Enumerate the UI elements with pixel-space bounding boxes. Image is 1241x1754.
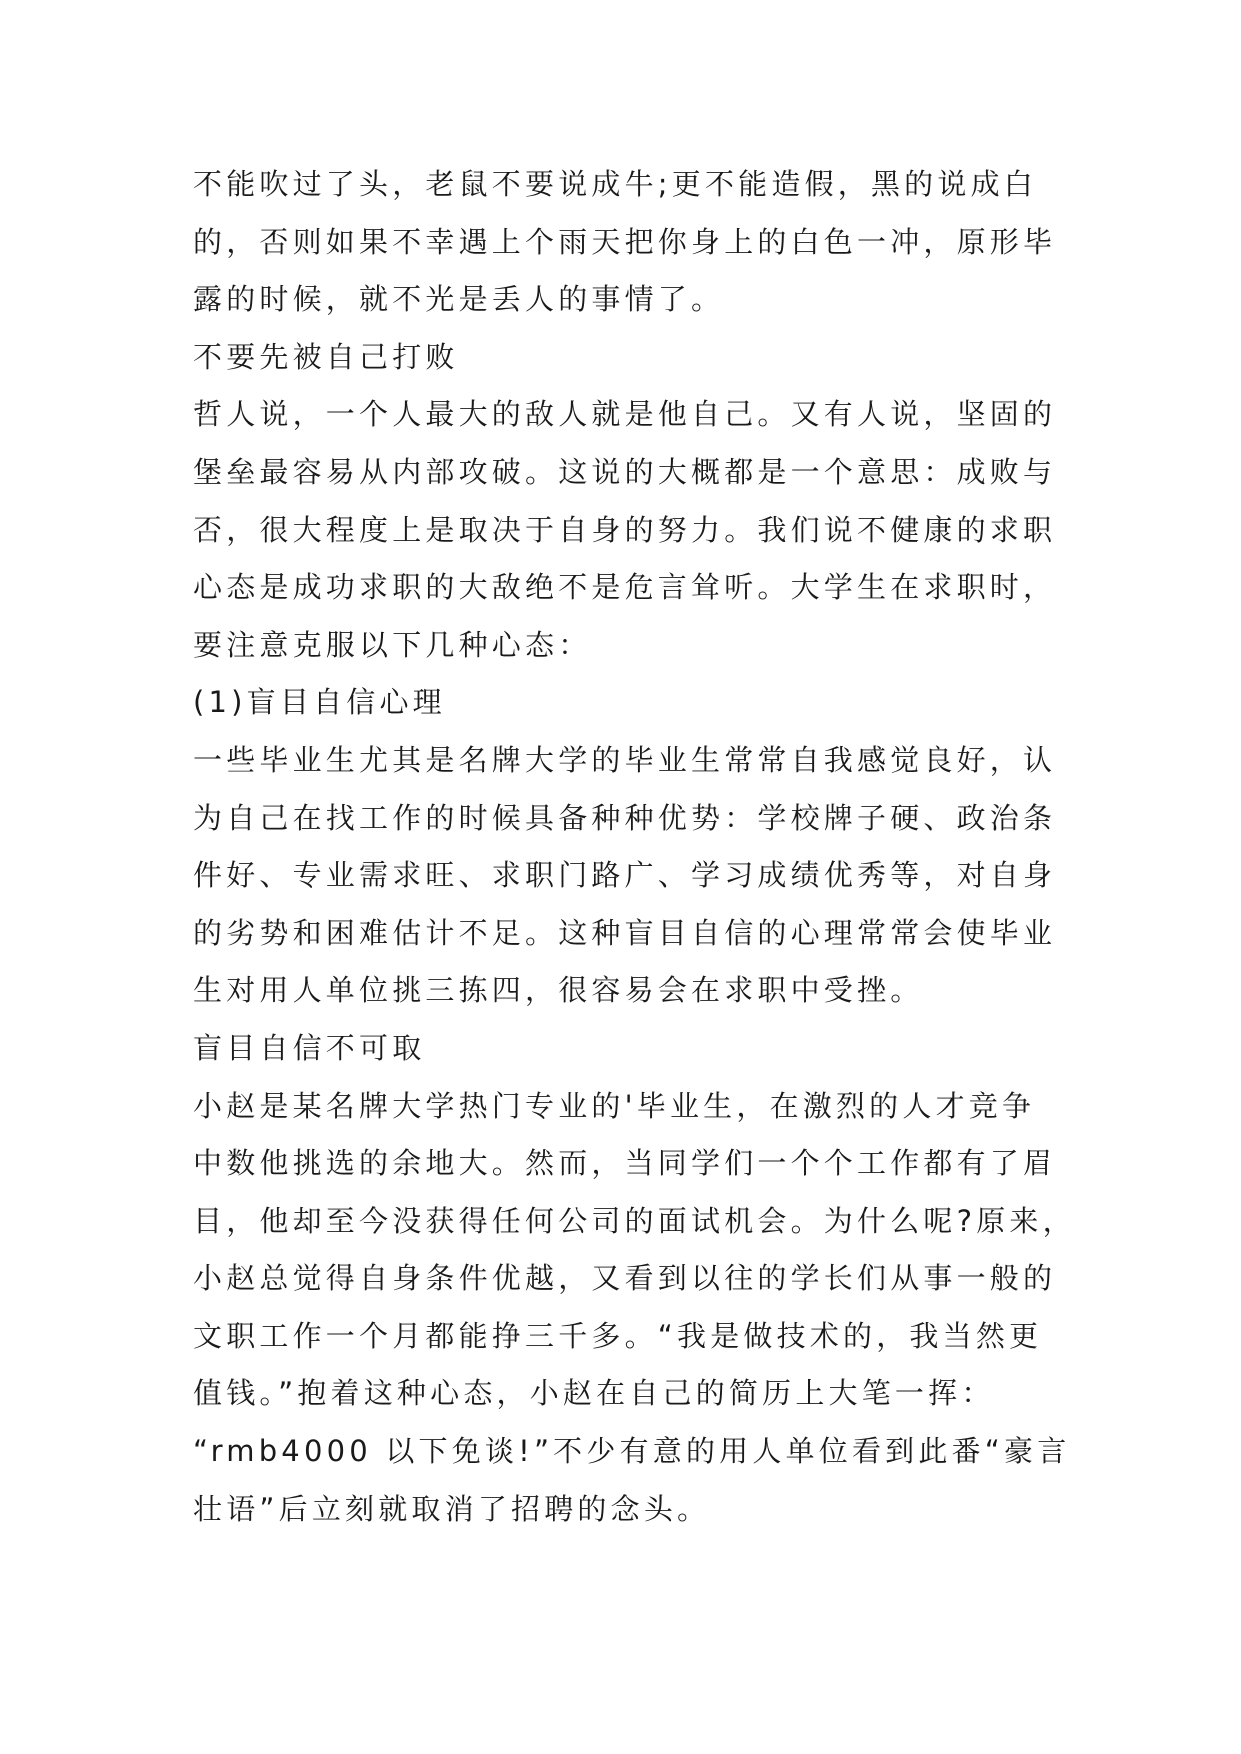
text-line: “rmb4000 以下免谈!”不少有意的用人单位看到此番“豪言	[193, 1434, 1071, 1469]
document-page	[193, 156, 1076, 1538]
text-line: 堡垒最容易从内部攻破。这说的大概都是一个意思：成败与	[193, 454, 1057, 489]
text-line: 的劣势和困难估计不足。这种盲目自信的心理常常会使毕业	[193, 915, 1057, 950]
text-line: 文职工作一个月都能挣三千多。“我是做技术的，我当然更	[193, 1318, 1043, 1353]
text-line: 的，否则如果不幸遇上个雨天把你身上的白色一冲，原形毕	[193, 224, 1057, 259]
text-line: 件好、专业需求旺、求职门路广、学习成绩优秀等，对自身	[193, 858, 1057, 893]
text-line: 目，他却至今没获得任何公司的面试机会。为什么呢?原来，	[193, 1203, 1076, 1238]
text-line: 中数他挑选的余地大。然而，当同学们一个个工作都有了眉	[193, 1146, 1057, 1181]
text-line: 哲人说，一个人最大的敌人就是他自己。又有人说，坚固的	[193, 397, 1057, 432]
section-heading: 不要先被自己打败	[193, 339, 459, 374]
text-line: 为自己在找工作的时候具备种种优势：学校牌子硬、政治条	[193, 800, 1057, 835]
text-line: 要注意克服以下几种心态：	[193, 627, 592, 662]
text-line: 露的时候，就不光是丢人的事情了。	[193, 282, 725, 317]
section-heading: 盲目自信不可取	[193, 1030, 426, 1065]
text-line: 小赵是某名牌大学热门专业的'毕业生，在激烈的人才竞争	[193, 1088, 1036, 1123]
text-line: 不能吹过了头，老鼠不要说成牛;更不能造假，黑的说成白	[193, 167, 1037, 201]
text-line: 壮语”后立刻就取消了招聘的念头。	[193, 1491, 711, 1526]
text-line: 值钱。”抱着这种心态，小赵在自己的简历上大笔一挥：	[193, 1376, 995, 1411]
text-line: 小赵总觉得自身条件优越，又看到以往的学长们从事一般的	[193, 1261, 1057, 1296]
text-line: 心态是成功求职的大敌绝不是危言耸听。大学生在求职时，	[193, 570, 1057, 605]
subsection-heading: (1)盲目自信心理	[193, 685, 446, 720]
text-line: 生对用人单位挑三拣四，很容易会在求职中受挫。	[193, 973, 924, 1008]
text-line: 否，很大程度上是取决于自身的努力。我们说不健康的求职	[193, 512, 1057, 547]
text-line: 一些毕业生尤其是名牌大学的毕业生常常自我感觉良好，认	[193, 742, 1057, 777]
